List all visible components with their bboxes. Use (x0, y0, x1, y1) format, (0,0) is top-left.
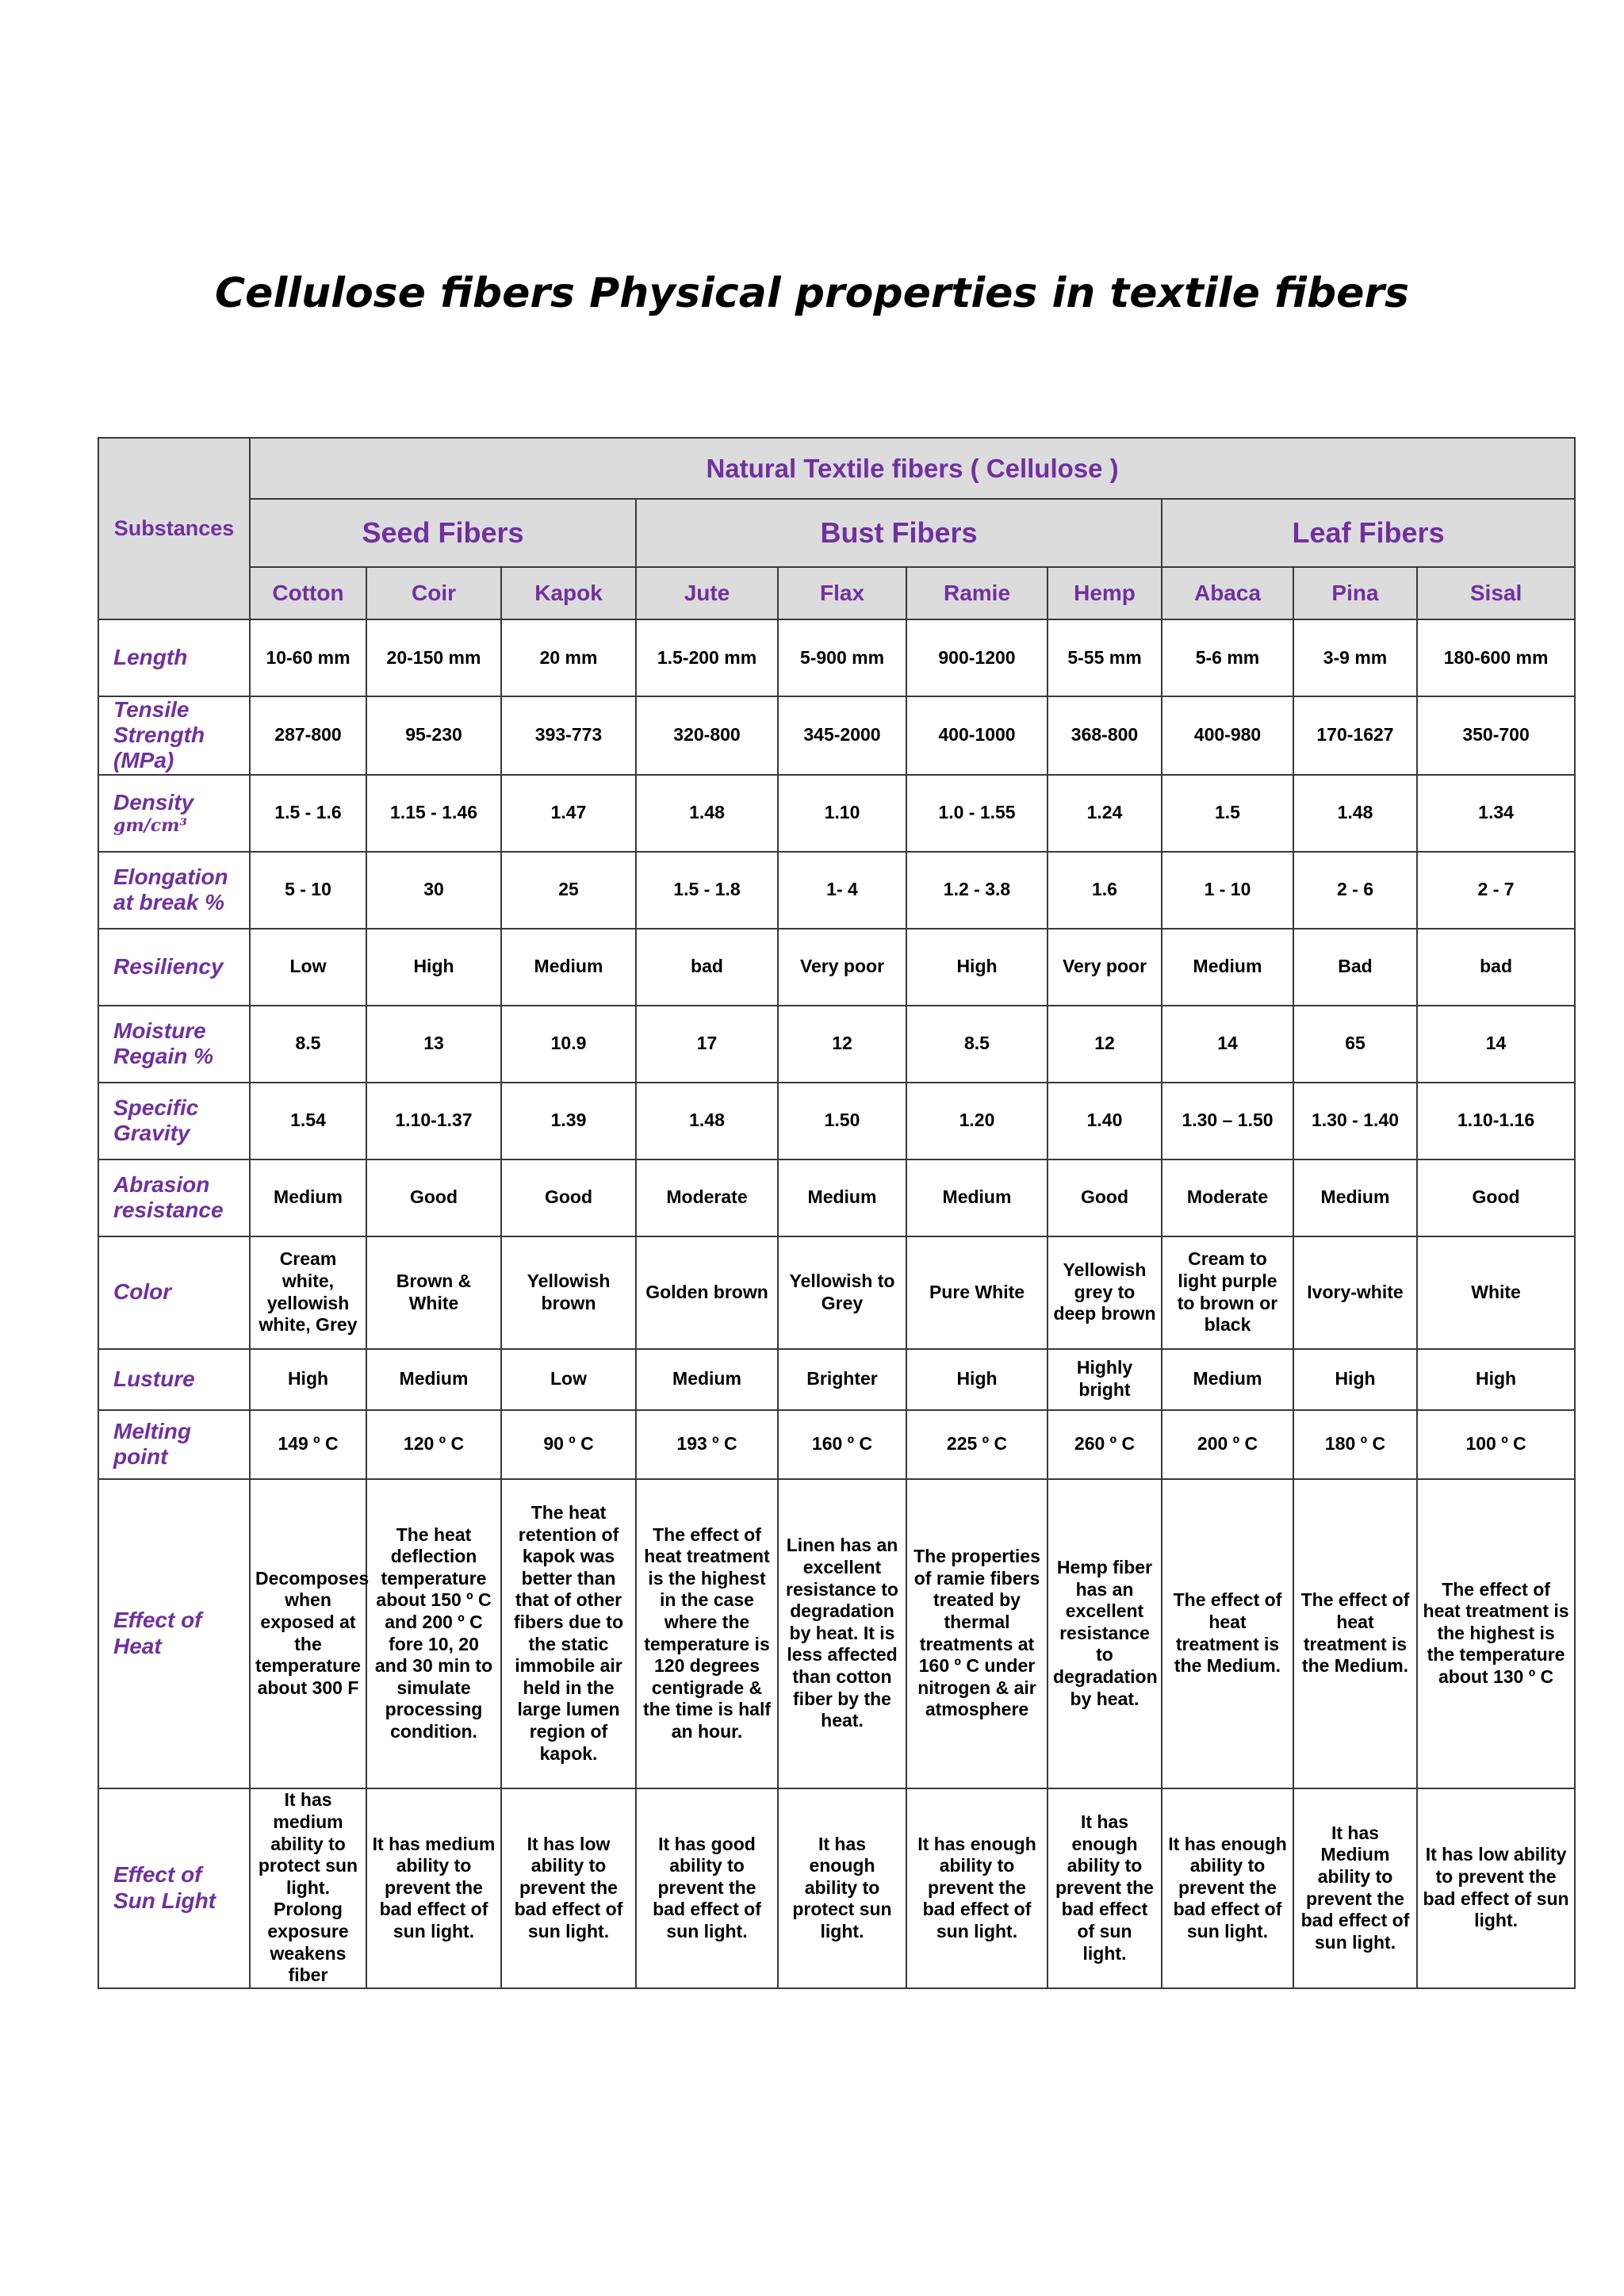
group-header-seed: Seed Fibers (250, 499, 636, 567)
table-cell: It has good ability to prevent the bad effect of sun light. (636, 1788, 778, 1988)
table-cell: Good (366, 1159, 501, 1236)
table-cell: 2 - 6 (1293, 852, 1417, 929)
table-cell: 5-900 mm (778, 619, 906, 696)
table-cell: Yellowish grey to deep brown (1048, 1236, 1162, 1349)
table-cell: 95-230 (366, 696, 501, 775)
table-cell: Medium (1162, 929, 1293, 1006)
fiber-header-sisal: Sisal (1417, 567, 1575, 619)
table-cell: 1.10-1.16 (1417, 1083, 1575, 1159)
table-cell: White (1417, 1236, 1575, 1349)
table-cell: It has medium ability to prevent the bad effect of sun light. (366, 1788, 501, 1988)
property-label (98, 1349, 250, 1410)
table-cell: High (366, 929, 501, 1006)
page-title: Cellulose fibers Physical properties in textile fibers (215, 270, 1409, 317)
property-label (98, 852, 250, 929)
table-cell: 10.9 (501, 1006, 636, 1083)
table-cell: High (1417, 1349, 1575, 1410)
substances-header: Substances (98, 438, 250, 619)
property-name: Length (113, 645, 188, 670)
property-label (98, 929, 250, 1006)
group-header-leaf: Leaf Fibers (1162, 499, 1575, 567)
table-cell: 1.6 (1048, 852, 1162, 929)
table-cell: 1.47 (501, 775, 636, 852)
table-cell: 180-600 mm (1417, 619, 1575, 696)
table-row (98, 929, 1575, 1006)
table-cell: 20-150 mm (366, 619, 501, 696)
table-cell: The effect of heat treatment is the Medium. (1162, 1479, 1293, 1788)
fiber-header-hemp: Hemp (1048, 567, 1162, 619)
table-cell: Medium (366, 1349, 501, 1410)
property-name: Elongation at break % (113, 864, 228, 915)
table-cell: Cream to light purple to brown or black (1162, 1236, 1293, 1349)
table-cell: The effect of heat treatment is the highest in the case where the temperature is 120 degrees centigrade & the time is half an hour. (636, 1479, 778, 1788)
table-cell: 14 (1417, 1006, 1575, 1083)
table-row (98, 1349, 1575, 1410)
fiber-header-pina: Pina (1293, 567, 1417, 619)
table-row (98, 1479, 1575, 1788)
table-row (98, 1788, 1575, 1988)
property-name: Resiliency (113, 953, 224, 979)
table-row (98, 1159, 1575, 1236)
table-cell: 8.5 (250, 1006, 366, 1083)
table-cell: 400-1000 (906, 696, 1048, 775)
table-cell: Brown & White (366, 1236, 501, 1349)
fiber-header-row (98, 567, 1575, 619)
table-cell: 1.5 (1162, 775, 1293, 852)
table-cell: 12 (1048, 1006, 1162, 1083)
table-cell: Cream white, yellowish white, Grey (250, 1236, 366, 1349)
table-cell: 1 - 10 (1162, 852, 1293, 929)
natural-fibers-header: Natural Textile fibers ( Cellulose ) (250, 438, 1575, 499)
table-body (98, 619, 1575, 1988)
table-cell: 1.10 (778, 775, 906, 852)
table-cell: 5 - 10 (250, 852, 366, 929)
table-cell: 393-773 (501, 696, 636, 775)
property-name: Lusture (113, 1366, 195, 1391)
table-cell: Brighter (778, 1349, 906, 1410)
table-cell: The properties of ramie fibers treated by thermal treatments at 160 º C under nitrogen & air atmosphere (906, 1479, 1048, 1788)
property-label (98, 619, 250, 696)
table-cell: 350-700 (1417, 696, 1575, 775)
table-cell: 14 (1162, 1006, 1293, 1083)
table-cell: 1.2 - 3.8 (906, 852, 1048, 929)
property-name: Effect of Heat (113, 1608, 202, 1658)
table-cell: It has enough ability to prevent the bad effect of sun light. (1162, 1788, 1293, 1988)
property-name: Tensile Strength (MPa) (113, 697, 205, 773)
table-cell: 1.48 (1293, 775, 1417, 852)
property-label (98, 696, 250, 775)
table-cell: 1.30 - 1.40 (1293, 1083, 1417, 1159)
table-cell: 1.15 - 1.46 (366, 775, 501, 852)
table-cell: 12 (778, 1006, 906, 1083)
table-cell: Good (1048, 1159, 1162, 1236)
table-cell: It has low ability to prevent the bad effect of sun light. (1417, 1788, 1575, 1988)
table-cell: High (250, 1349, 366, 1410)
table-cell: It has enough ability to prevent the bad effect of sun light. (1048, 1788, 1162, 1988)
table-cell: 345-2000 (778, 696, 906, 775)
fiber-header-coir: Coir (366, 567, 501, 619)
group-header-bust: Bust Fibers (636, 499, 1162, 567)
table-cell: 1.5 - 1.8 (636, 852, 778, 929)
table-cell: 900-1200 (906, 619, 1048, 696)
table-cell: 2 - 7 (1417, 852, 1575, 929)
table-cell: The effect of heat treatment is the Medium. (1293, 1479, 1417, 1788)
table-cell: 1.39 (501, 1083, 636, 1159)
table-cell: Medium (501, 929, 636, 1006)
table-cell: The heat retention of kapok was better than that of other fibers due to the static immobile air held in the large lumen region of kapok. (501, 1479, 636, 1788)
table-cell: Medium (636, 1349, 778, 1410)
table-row (98, 1006, 1575, 1083)
table-row (98, 775, 1575, 852)
fiber-header-ramie: Ramie (906, 567, 1048, 619)
table-cell: 1.5-200 mm (636, 619, 778, 696)
property-name: Melting point (113, 1418, 191, 1470)
table-cell: Moderate (636, 1159, 778, 1236)
table-cell: 100 º C (1417, 1410, 1575, 1479)
table-cell: 8.5 (906, 1006, 1048, 1083)
table-cell: It has low ability to prevent the bad effect of sun light. (501, 1788, 636, 1988)
table-cell: Moderate (1162, 1159, 1293, 1236)
table-cell: It has medium ability to protect sun light. Prolong exposure weakens fiber (250, 1788, 366, 1988)
property-name: Abrasion resistance (113, 1171, 224, 1223)
property-name: Color (113, 1279, 172, 1305)
table-cell: High (1293, 1349, 1417, 1410)
table-cell: Ivory-white (1293, 1236, 1417, 1349)
table-cell: Linen has an excellent resistance to degradation by heat. It is less affected than cotton fiber by the heat. (778, 1479, 906, 1788)
property-name: Moisture Regain % (113, 1018, 214, 1069)
table-cell: Bad (1293, 929, 1417, 1006)
property-label (98, 1479, 250, 1788)
table-cell: Low (250, 929, 366, 1006)
table-cell: 3-9 mm (1293, 619, 1417, 696)
table-cell: 1.30 – 1.50 (1162, 1083, 1293, 1159)
table-cell: 193 º C (636, 1410, 778, 1479)
table-cell: The heat deflection temperature about 150 º C and 200 º C fore 10, 20 and 30 min to simulate processing condition. (366, 1479, 501, 1788)
table-cell: 149 º C (250, 1410, 366, 1479)
table-cell: Medium (906, 1159, 1048, 1236)
property-label (98, 1236, 250, 1349)
table-cell: Highly bright (1048, 1349, 1162, 1410)
table-cell: Golden brown (636, 1236, 778, 1349)
property-label (98, 1083, 250, 1159)
table-cell: 1.54 (250, 1083, 366, 1159)
table-cell: 20 mm (501, 619, 636, 696)
property-name: Density (113, 790, 194, 815)
table-cell: Good (1417, 1159, 1575, 1236)
table-cell: 260 º C (1048, 1410, 1162, 1479)
table-cell: 65 (1293, 1006, 1417, 1083)
table-cell: 180 º C (1293, 1410, 1417, 1479)
property-label (98, 775, 250, 852)
table-cell: 1.48 (636, 775, 778, 852)
table-cell: 1.48 (636, 1083, 778, 1159)
table-cell: 120 º C (366, 1410, 501, 1479)
table-cell: 25 (501, 852, 636, 929)
table-cell: 1.50 (778, 1083, 906, 1159)
table-cell: 200 º C (1162, 1410, 1293, 1479)
table-cell: 1.5 - 1.6 (250, 775, 366, 852)
table-cell: 1.34 (1417, 775, 1575, 852)
table-row (98, 619, 1575, 696)
table-cell: bad (1417, 929, 1575, 1006)
table-cell: 225 º C (906, 1410, 1048, 1479)
table-cell: Medium (250, 1159, 366, 1236)
table-cell: 1- 4 (778, 852, 906, 929)
table-cell: Very poor (778, 929, 906, 1006)
table-cell: High (906, 929, 1048, 1006)
table-cell: Pure White (906, 1236, 1048, 1349)
table-cell: 5-55 mm (1048, 619, 1162, 696)
table-cell: Medium (778, 1159, 906, 1236)
table-cell: Medium (1162, 1349, 1293, 1410)
table-cell: Very poor (1048, 929, 1162, 1006)
table-cell: The effect of heat treatment is the highest is the temperature about 130 º C (1417, 1479, 1575, 1788)
table-cell: It has Medium ability to prevent the bad effect of sun light. (1293, 1788, 1417, 1988)
table-cell: 287-800 (250, 696, 366, 775)
property-label (98, 1788, 250, 1988)
table-row (98, 1410, 1575, 1479)
table-row (98, 696, 1575, 775)
table-cell: bad (636, 929, 778, 1006)
table-cell: 170-1627 (1293, 696, 1417, 775)
table-cell: 320-800 (636, 696, 778, 775)
table-cell: 17 (636, 1006, 778, 1083)
table-cell: 5-6 mm (1162, 619, 1293, 696)
table-cell: 1.20 (906, 1083, 1048, 1159)
property-label (98, 1006, 250, 1083)
fiber-header-flax: Flax (778, 567, 906, 619)
table-cell: 13 (366, 1006, 501, 1083)
fiber-header-kapok: Kapok (501, 567, 636, 619)
fiber-header-cotton: Cotton (250, 567, 366, 619)
table-cell: 160 º C (778, 1410, 906, 1479)
properties-table (98, 437, 1576, 1989)
table-cell: 1.10-1.37 (366, 1083, 501, 1159)
table-cell: High (906, 1349, 1048, 1410)
fiber-header-abaca: Abaca (1162, 567, 1293, 619)
table-row (98, 1236, 1575, 1349)
property-label (98, 1410, 250, 1479)
table-row (98, 1083, 1575, 1159)
table-cell: Hemp fiber has an excellent resistance to degradation by heat. (1048, 1479, 1162, 1788)
table-cell: 30 (366, 852, 501, 929)
table-cell: Yellowish brown (501, 1236, 636, 1349)
table-cell: Low (501, 1349, 636, 1410)
fiber-header-jute: Jute (636, 567, 778, 619)
table-row (98, 852, 1575, 929)
property-name: Effect of Sun Light (113, 1862, 216, 1913)
table-cell: 1.40 (1048, 1083, 1162, 1159)
table-cell: 90 º C (501, 1410, 636, 1479)
property-name: Specific Gravity (113, 1094, 199, 1146)
table-cell: 10-60 mm (250, 619, 366, 696)
table-cell: Medium (1293, 1159, 1417, 1236)
table-cell: 1.24 (1048, 775, 1162, 852)
table-cell: It has enough ability to prevent the bad effect of sun light. (906, 1788, 1048, 1988)
property-label (98, 1159, 250, 1236)
table-cell: 400-980 (1162, 696, 1293, 775)
property-unit: gm/cm³ (113, 815, 188, 836)
table-cell: It has enough ability to protect sun light. (778, 1788, 906, 1988)
table-cell: Yellowish to Grey (778, 1236, 906, 1349)
table-cell: 1.0 - 1.55 (906, 775, 1048, 852)
table-cell: Decomposes when exposed at the temperature about 300 F (250, 1479, 366, 1788)
table-cell: 368-800 (1048, 696, 1162, 775)
table-cell: Good (501, 1159, 636, 1236)
